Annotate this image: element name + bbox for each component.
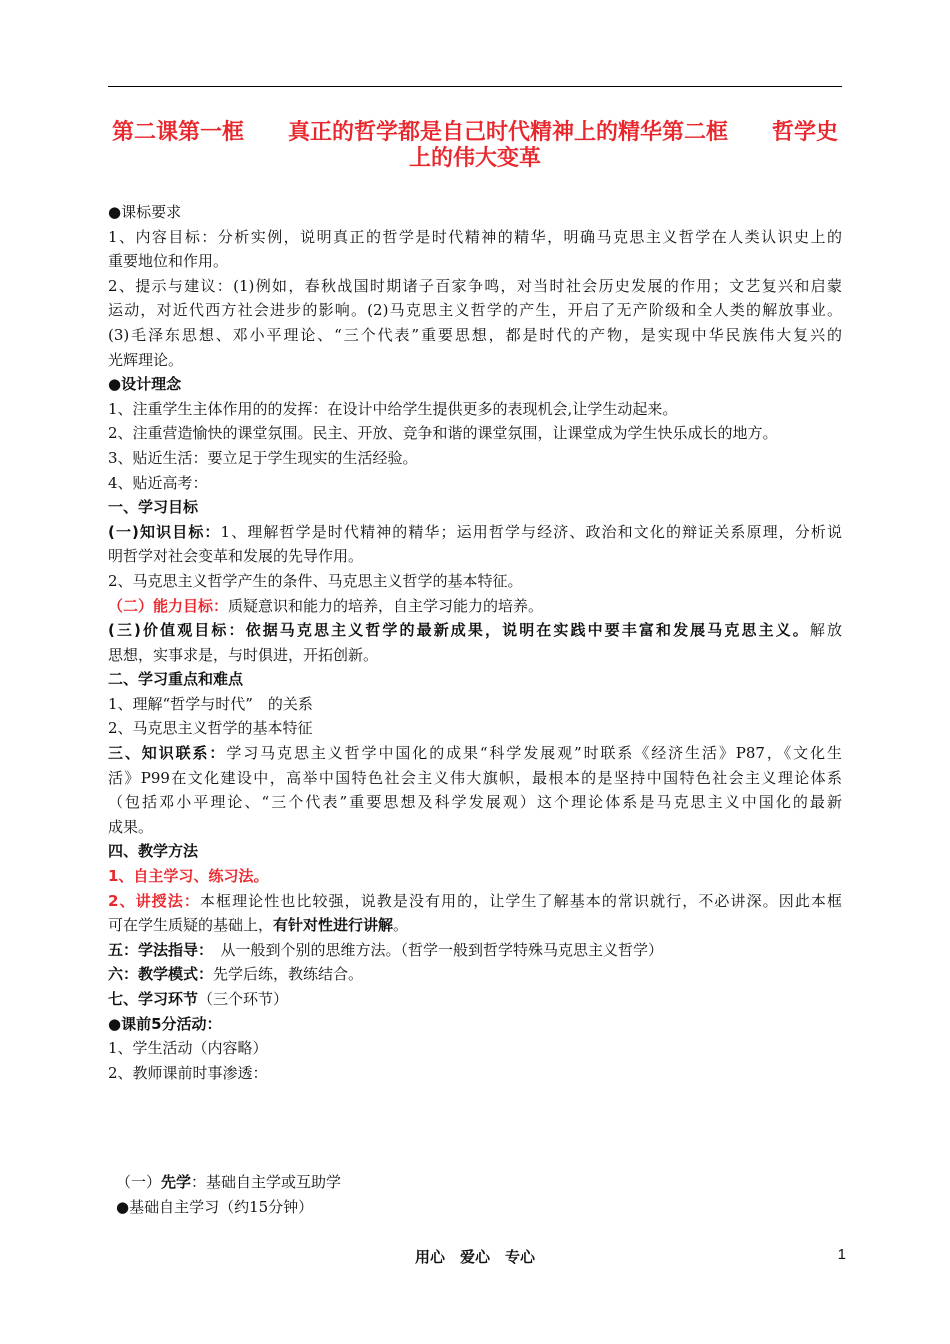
method-self-study: 1、自主学习、练习法。 bbox=[108, 867, 269, 886]
paragraph-line bbox=[108, 594, 842, 619]
paragraph-line bbox=[108, 938, 842, 963]
paragraph-line: 光辉理论。 bbox=[108, 350, 184, 369]
paragraph-line: (3)毛泽东思想、邓小平理论、“三个代表”重要思想，都是时代的产物，是实现中华民族伟大复兴的 bbox=[108, 325, 842, 344]
knowledge-goal-text: 1、理解哲学是时代精神的精华；运用哲学与经济、政治和文化的辩证关系原理，分析说 bbox=[220, 522, 842, 541]
study-guide-text: 从一般到个别的思维方法。（哲学一般到哲学特殊马克思主义哲学） bbox=[205, 940, 664, 959]
pre-class-heading: ●课前5分活动： bbox=[108, 1014, 222, 1033]
paragraph-line bbox=[108, 913, 842, 938]
header-rule bbox=[108, 86, 842, 87]
learning-steps-label: 七、学习环节 bbox=[108, 990, 199, 1008]
paragraph-line: 1、学生活动（内容略） bbox=[108, 1039, 268, 1058]
paragraph-line: 2、注重营造愉快的课堂氛围。民主、开放、竞争和谐的课堂氛围，让课堂成为学生快乐成长的地方。 bbox=[108, 424, 778, 443]
page-number: 1 bbox=[837, 1246, 846, 1263]
document-body bbox=[108, 200, 842, 1085]
paragraph-line bbox=[108, 1170, 842, 1195]
knowledge-link-label: 三、知识联系： bbox=[108, 744, 227, 763]
value-goal-tail: 解放 bbox=[809, 621, 842, 640]
paragraph-line bbox=[108, 962, 842, 987]
footer-slogan: 用心 爱心 专心 bbox=[414, 1248, 535, 1266]
paragraph-line: 明哲学对社会变革和发展的先导作用。 bbox=[108, 547, 364, 566]
paragraph-line: 1、理解“哲学与时代” 的关系 bbox=[108, 694, 313, 713]
self-study-section bbox=[108, 1170, 842, 1219]
ability-goal-text: 质疑意识和能力的培养，自主学习能力的培养。 bbox=[228, 596, 544, 615]
lecture-emphasis: 有针对性进行讲解 bbox=[273, 916, 394, 935]
method-lecture-text: 本框理论性也比较强，说教是没有用的，让学生了解基本的常识就行，不必讲深。因此本框 bbox=[199, 891, 842, 910]
paragraph-line: 2、马克思主义哲学的基本特征 bbox=[108, 719, 313, 738]
paragraph-line: 2、提示与建议：(1)例如，春秋战国时期诸子百家争鸣，对当时社会历史发展的作用；文艺复兴和启蒙 bbox=[108, 276, 842, 295]
paragraph-line: 1、内容目标：分析实例，说明真正的哲学是时代精神的精华，明确马克思主义哲学在人类认识史上的 bbox=[108, 227, 842, 246]
teaching-mode-label: 六：教学模式： bbox=[108, 965, 214, 984]
section-heading-standards: ●课标要求 bbox=[108, 203, 182, 221]
knowledge-goal-label: (一)知识目标： bbox=[108, 522, 221, 541]
paragraph-line bbox=[108, 618, 842, 643]
paragraph-line: 成果。 bbox=[108, 817, 154, 836]
learning-steps-note: （三个环节） bbox=[198, 990, 289, 1008]
paragraph-line: 2、教师课前时事渗透： bbox=[108, 1063, 268, 1082]
section-heading-goals: 一、学习目标 bbox=[108, 498, 199, 517]
paragraph-line: 1、注重学生主体作用的的发挥：在设计中给学生提供更多的表现机会,让学生动起来。 bbox=[108, 399, 678, 418]
paragraph-line: 3、贴近生活：要立足于学生现实的生活经验。 bbox=[108, 448, 418, 467]
pre-study-text: ：基础自主学或互助学 bbox=[191, 1173, 342, 1191]
paragraph-line: 思想，实事求是，与时俱进，开拓创新。 bbox=[108, 645, 379, 664]
study-guide-label: 五：学法指导： bbox=[108, 940, 206, 959]
paragraph-line bbox=[108, 987, 842, 1012]
section-heading-key-points: 二、学习重点和难点 bbox=[108, 670, 244, 689]
paragraph-line bbox=[108, 520, 842, 545]
lecture-period: 。 bbox=[393, 916, 409, 935]
paragraph-line: ●基础自主学习（约15分钟） bbox=[116, 1197, 314, 1216]
section-heading-methods: 四、教学方法 bbox=[108, 842, 199, 861]
paragraph-line: 2、马克思主义哲学产生的条件、马克思主义哲学的基本特征。 bbox=[108, 571, 523, 590]
title-line-2: 上的伟大变革 bbox=[408, 146, 541, 171]
pre-study-number: （一） bbox=[116, 1173, 162, 1191]
paragraph-line: 4、贴近高考： bbox=[108, 473, 208, 492]
pre-study-label: 先学 bbox=[161, 1173, 192, 1191]
paragraph-line: （包括邓小平理论、“三个代表”重要思想及科学发展观）这个理论体系是马克思主义中国化的最新 bbox=[108, 793, 842, 812]
paragraph-line: 运动，对近代西方社会进步的影响。(2)马克思主义哲学的产生，开启了无产阶级和全人类的解放事业。 bbox=[108, 301, 842, 320]
paragraph-line: 活》P99在文化建设中，高举中国特色社会主义伟大旗帜，最根本的是坚持中国特色社会主义理论体系 bbox=[108, 768, 842, 787]
method-lecture-label: 2、讲授法： bbox=[108, 891, 200, 910]
paragraph-line bbox=[108, 741, 842, 766]
lecture-text-cont: 可在学生质疑的基础上， bbox=[108, 916, 274, 935]
section-heading-design: ●设计理念 bbox=[108, 375, 182, 394]
value-goal-text: (三)价值观目标：依据马克思主义哲学的最新成果，说明在实践中要丰富和发展马克思主义。 bbox=[108, 621, 810, 640]
ability-goal-label: （二）能力目标： bbox=[108, 596, 229, 615]
teaching-mode-text: 先学后练，教练结合。 bbox=[213, 965, 364, 984]
knowledge-link-text: 学习马克思主义哲学中国化的成果“科学发展观”时联系《经济生活》P87，《文化生 bbox=[226, 744, 842, 763]
paragraph-line bbox=[108, 889, 842, 914]
title-line-1: 第二课第一框 真正的哲学都是自己时代精神上的精华第二框 哲学史 bbox=[111, 120, 838, 145]
paragraph-line: 重要地位和作用。 bbox=[108, 252, 229, 271]
page-title bbox=[108, 120, 842, 172]
